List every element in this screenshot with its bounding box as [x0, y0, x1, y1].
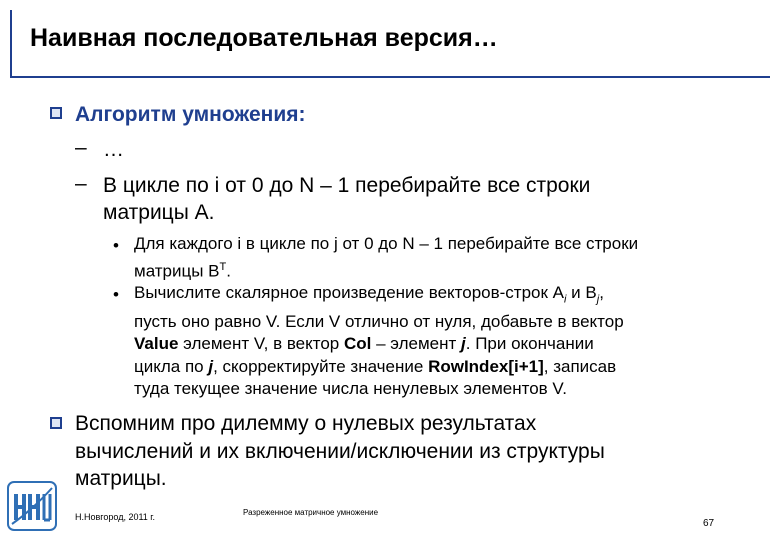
nested-item-dot-product: [134, 282, 744, 401]
title-bar: [10, 10, 770, 78]
sub-item-rows-loop: [103, 172, 703, 226]
dash-bullet-icon: –: [75, 172, 87, 195]
footer-location-date: Н.Новгород, 2011 г.: [75, 512, 155, 522]
nested-line: Вычислите скалярное произведение векторов-строк $A_i$ и $B_j$,: [134, 283, 604, 306]
university-logo-icon: [6, 480, 58, 532]
bullet-line: матрицы.: [75, 467, 167, 490]
nested-line: Для каждого i в цикле по j от 0 до N – 1 перебирайте все строки: [134, 234, 639, 253]
nested-line: Value элемент V, в вектор Col – элемент j. При окончании: [134, 334, 594, 354]
bullet-line: Вспомним про дилемму о нулевых результатах: [75, 412, 537, 435]
dot-bullet-icon: •: [113, 236, 119, 255]
nested-line: пусть оно равно V. Если V отлично от нуля, добавьте в вектор: [134, 311, 624, 331]
bullet-line: вычислений и их включении/исключении из структуры: [75, 439, 605, 463]
slide-title: Наивная последовательная версия…: [30, 24, 498, 52]
bullet-algorithm-label: Алгоритм умножения:: [75, 103, 306, 126]
title-divider-vertical: [10, 10, 12, 78]
sub-item-ellipsis: …: [103, 138, 124, 161]
dash-bullet-icon: –: [75, 136, 87, 159]
square-bullet-icon: [50, 417, 62, 429]
square-bullet-icon: [50, 107, 62, 119]
title-divider-horizontal: [10, 76, 770, 78]
nested-line: туда текущее значение числа ненулевых элементов V.: [134, 379, 567, 399]
dot-bullet-icon: •: [113, 285, 119, 304]
page-number: 67: [703, 518, 715, 529]
bullet-dilemma: [75, 410, 695, 493]
nested-item-columns-loop: [134, 233, 744, 283]
footer-course-title: Разреженное матричное умножение: [243, 508, 379, 517]
nested-line: цикла по j, скорректируйте значение RowIndex[i+1], записав: [134, 356, 617, 376]
sub-item-line: матрицы A.: [103, 201, 215, 224]
nested-line: матрицы $B^T$.: [134, 260, 231, 281]
sub-item-line: В цикле по i от 0 до N – 1 перебирайте все строки: [103, 174, 591, 197]
